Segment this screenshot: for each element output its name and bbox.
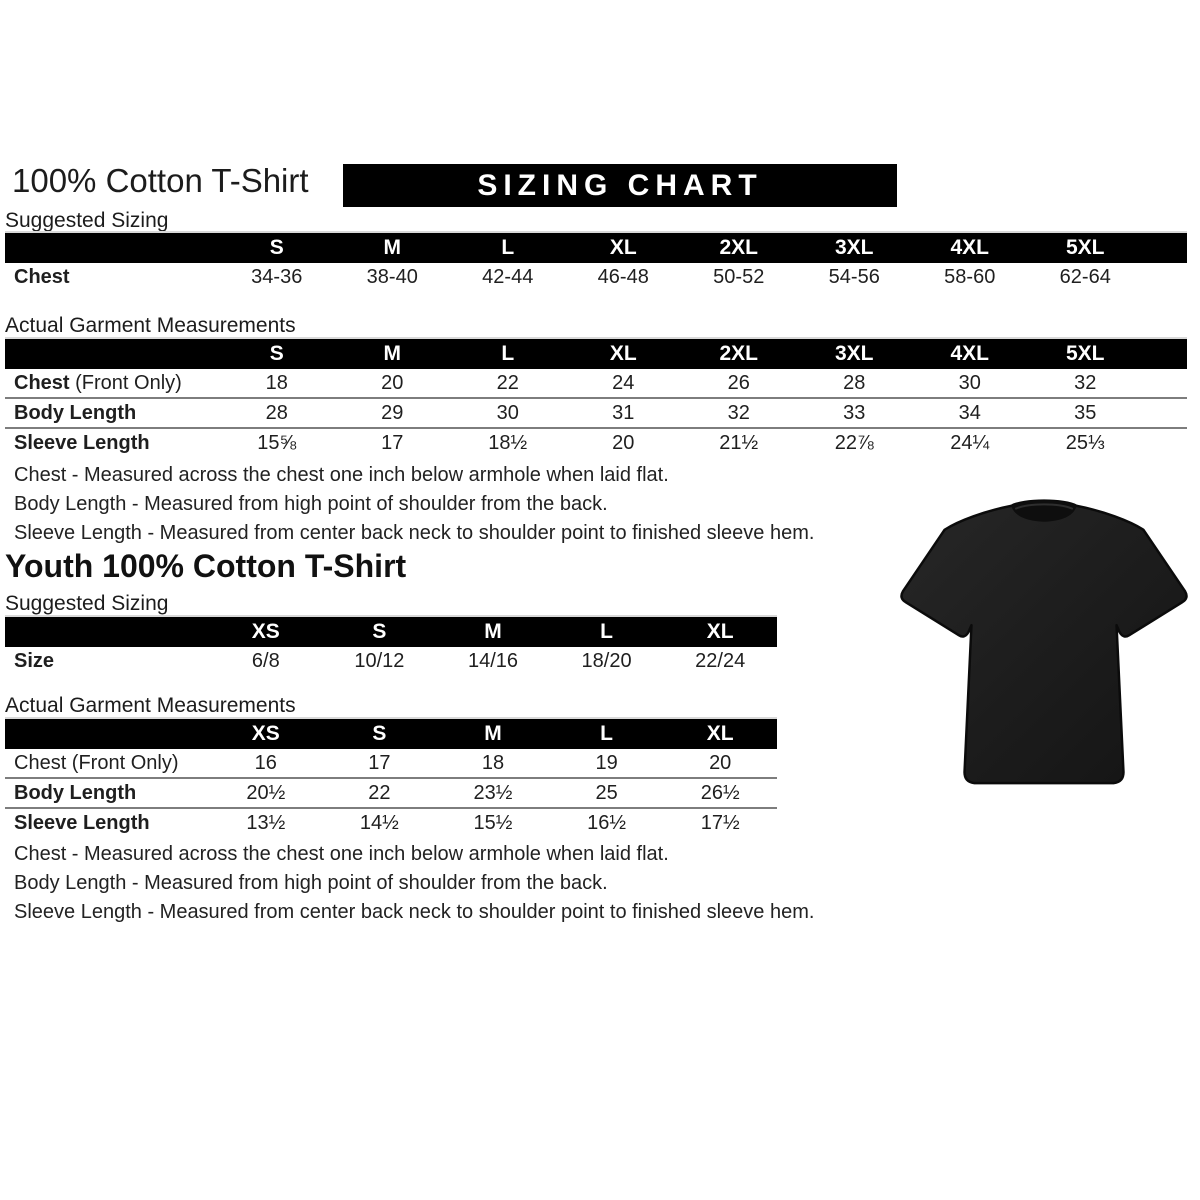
measurement-cell: 17½	[663, 808, 777, 837]
measurement-cell: 19	[595, 751, 618, 774]
header-spacer-cell	[1143, 338, 1187, 369]
page-title: 100% Cotton T-Shirt	[12, 162, 309, 199]
adult-measurement-notes	[14, 461, 814, 548]
row-label-cell	[5, 428, 219, 457]
measurement-cell: 58-60	[944, 265, 996, 288]
row-label-cell	[5, 749, 209, 778]
size-column-header: 5XL	[1028, 232, 1144, 263]
youth-actual-measurements-table	[5, 717, 777, 837]
black-tshirt-image	[890, 478, 1198, 808]
measurement-cell: 16½	[550, 808, 664, 837]
measurement-cell: 34-36	[251, 265, 303, 288]
adult-suggested-sizing-table	[5, 231, 1187, 291]
measurement-cell: 30	[958, 371, 981, 394]
measurement-cell: 24¼	[912, 428, 1028, 457]
measurement-cell: 22	[323, 778, 437, 808]
measurement-cell: 18	[481, 751, 505, 774]
header-row	[5, 616, 777, 647]
note-line: Body Length - Measured from high point of shoulder from the back.	[14, 872, 608, 894]
row-label-suffix: (Front Only)	[69, 371, 182, 394]
measurement-cell: 14/16	[467, 649, 519, 672]
youth-measurement-notes	[14, 840, 814, 927]
size-column-header: S	[323, 718, 437, 749]
size-column-header: 2XL	[681, 232, 797, 263]
size-column-header: XL	[566, 232, 682, 263]
size-column-header: L	[550, 718, 664, 749]
measurement-cell: 30	[450, 398, 566, 428]
table-corner-cell	[5, 718, 209, 749]
measurement-cell: 34	[912, 398, 1028, 428]
table-row	[5, 778, 777, 808]
adult-suggested-sizing-label: Suggested Sizing	[5, 209, 169, 232]
table-corner-cell	[5, 616, 209, 647]
size-column-header: 2XL	[681, 338, 797, 369]
youth-actual-measurements-label: Actual Garment Measurements	[5, 694, 296, 717]
size-column-header: S	[219, 232, 335, 263]
measurement-cell: 6/8	[251, 649, 280, 672]
measurement-cell: 20	[709, 751, 732, 774]
note-line: Sleeve Length - Measured from center back neck to shoulder point to finished sleeve hem.	[14, 522, 815, 544]
measurement-cell: 21½	[681, 428, 797, 457]
measurement-cell: 24	[612, 371, 635, 394]
row-label: Chest	[14, 265, 70, 288]
table-row	[5, 398, 1187, 428]
measurement-cell: 20½	[209, 778, 323, 808]
size-column-header: M	[436, 718, 550, 749]
measurement-cell: 35	[1028, 398, 1144, 428]
row-label: Chest	[14, 371, 70, 394]
youth-suggested-sizing-label: Suggested Sizing	[5, 592, 169, 615]
measurement-cell: 32	[1074, 371, 1097, 394]
measurement-cell: 25	[550, 778, 664, 808]
sizing-chart-banner: SIZING CHART	[343, 164, 897, 207]
size-column-header: 3XL	[797, 338, 913, 369]
table-row	[5, 369, 1187, 398]
size-column-header: XL	[663, 718, 777, 749]
measurement-cell: 20	[381, 371, 404, 394]
tshirt-graphic	[890, 478, 1198, 808]
measurement-cell: 28	[843, 371, 866, 394]
measurement-cell: 16	[254, 751, 277, 774]
measurement-cell: 26½	[663, 778, 777, 808]
size-column-header: 3XL	[797, 232, 913, 263]
row-label: Chest (Front Only)	[14, 751, 179, 774]
size-column-header: S	[323, 616, 437, 647]
size-column-header: 5XL	[1028, 338, 1144, 369]
youth-section-title: Youth 100% Cotton T-Shirt	[5, 548, 407, 584]
measurement-cell: 25⅓	[1028, 428, 1144, 457]
measurement-cell: 17	[335, 428, 451, 457]
row-spacer-cell	[1143, 263, 1187, 291]
measurement-cell: 46-48	[597, 265, 649, 288]
measurement-cell: 18	[265, 371, 288, 394]
size-column-header: XL	[663, 616, 777, 647]
row-label-cell	[5, 398, 219, 428]
adult-actual-measurements-label: Actual Garment Measurements	[5, 314, 296, 337]
size-column-header: L	[550, 616, 664, 647]
measurement-cell: 33	[797, 398, 913, 428]
measurement-cell: 50-52	[713, 265, 765, 288]
measurement-cell: 22⅞	[797, 428, 913, 457]
row-label: Sleeve Length	[14, 811, 150, 834]
row-label-cell	[5, 778, 209, 808]
size-column-header: M	[436, 616, 550, 647]
table-row	[5, 647, 777, 675]
measurement-cell: 22	[496, 371, 519, 394]
measurement-cell: 42-44	[482, 265, 534, 288]
table-corner-cell	[5, 338, 219, 369]
table-row	[5, 749, 777, 778]
measurement-cell: 18/20	[581, 649, 632, 672]
size-column-header: L	[450, 232, 566, 263]
table-row	[5, 808, 777, 837]
adult-actual-measurements-table	[5, 337, 1187, 457]
row-spacer-cell	[1143, 428, 1187, 457]
row-label: Body Length	[14, 781, 137, 804]
measurement-cell: 26	[727, 371, 750, 394]
measurement-cell: 29	[335, 398, 451, 428]
size-column-header: M	[335, 232, 451, 263]
row-label-cell	[5, 263, 219, 291]
row-spacer-cell	[1143, 369, 1187, 398]
size-column-header: 4XL	[912, 232, 1028, 263]
measurement-cell: 20	[566, 428, 682, 457]
measurement-cell: 18½	[450, 428, 566, 457]
measurement-cell: 10/12	[354, 649, 405, 672]
size-column-header: L	[450, 338, 566, 369]
size-column-header: XL	[566, 338, 682, 369]
measurement-cell: 54-56	[828, 265, 880, 288]
measurement-cell: 14½	[323, 808, 437, 837]
size-column-header: 4XL	[912, 338, 1028, 369]
header-row	[5, 232, 1187, 263]
measurement-cell: 28	[219, 398, 335, 428]
youth-suggested-sizing-table	[5, 615, 777, 675]
row-label-cell	[5, 369, 219, 398]
note-line: Sleeve Length - Measured from center back neck to shoulder point to finished sleeve hem.	[14, 901, 815, 923]
measurement-cell: 23½	[436, 778, 550, 808]
row-label: Body Length	[14, 401, 137, 424]
measurement-cell: 17	[368, 751, 391, 774]
size-column-header: M	[335, 338, 451, 369]
measurement-cell: 13½	[209, 808, 323, 837]
measurement-cell: 62-64	[1059, 265, 1111, 288]
note-line: Body Length - Measured from high point of shoulder from the back.	[14, 493, 608, 515]
note-line: Chest - Measured across the chest one inch below armhole when laid flat.	[14, 843, 669, 865]
size-column-header: XS	[209, 616, 323, 647]
header-row	[5, 718, 777, 749]
note-line: Chest - Measured across the chest one inch below armhole when laid flat.	[14, 464, 669, 486]
measurement-cell: 32	[681, 398, 797, 428]
row-label: Size	[14, 649, 55, 672]
measurement-cell: 15½	[436, 808, 550, 837]
measurement-cell: 38-40	[366, 265, 418, 288]
row-label: Sleeve Length	[14, 431, 150, 454]
size-column-header: S	[219, 338, 335, 369]
table-row	[5, 428, 1187, 457]
measurement-cell: 22/24	[695, 649, 746, 672]
row-label-cell	[5, 647, 209, 675]
table-row	[5, 263, 1187, 291]
measurement-cell: 31	[566, 398, 682, 428]
row-label-cell	[5, 808, 209, 837]
row-spacer-cell	[1143, 398, 1187, 428]
size-column-header: XS	[209, 718, 323, 749]
table-corner-cell	[5, 232, 219, 263]
header-row	[5, 338, 1187, 369]
measurement-cell: 15⅝	[219, 428, 335, 457]
header-spacer-cell	[1143, 232, 1187, 263]
